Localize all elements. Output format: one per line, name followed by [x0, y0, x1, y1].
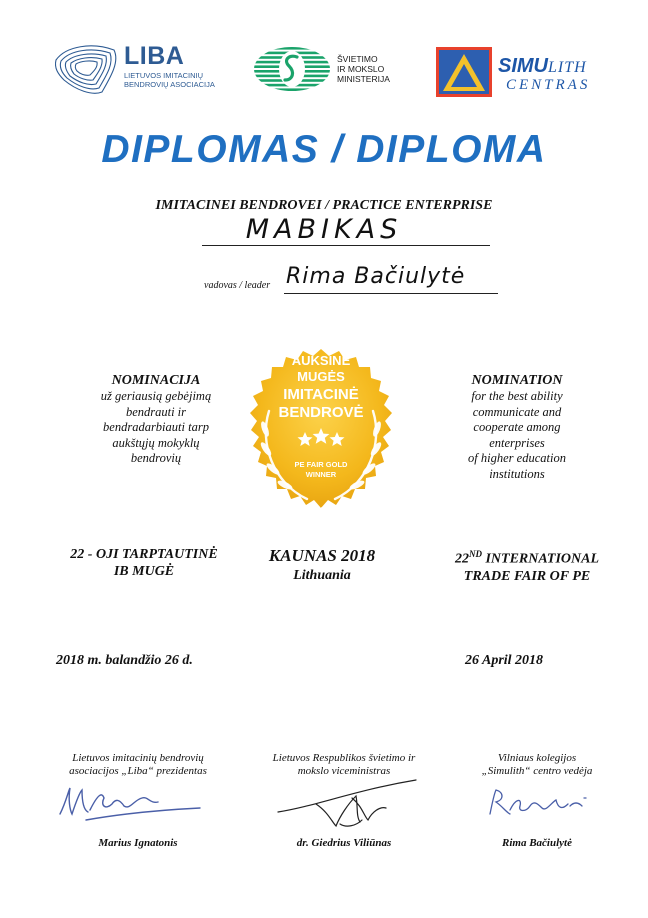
ministry-logo-line2: IR MOKSLO: [337, 64, 385, 74]
fair-en-ordinal: ND: [468, 549, 482, 559]
leader-underline: [284, 293, 498, 294]
signatory-2-caption: [244, 752, 444, 778]
fair-en-line2: TRADE FAIR OF PE: [463, 568, 591, 584]
nomination-en-heading: NOMINATION: [471, 373, 563, 388]
fair-lt-line1: 22 - OJI TARPTAUTINĖ: [70, 547, 218, 562]
fair-lt: [64, 546, 224, 580]
signatory-1-caption-line2: asociacijos „Liba“ prezidentas: [69, 765, 207, 777]
nomination-en-line: institutions: [489, 466, 545, 481]
signatory-1-caption-line1: Lietuvos imitacinių bendrovių: [72, 752, 204, 764]
liba-logo-subtitle: LIETUVOS IMITACINIŲ BENDROVIŲ ASOCIACIJA: [124, 71, 215, 89]
leader-name: Rima Bačiulytė: [286, 264, 466, 289]
medal-line4: BENDROVĖ: [278, 404, 364, 421]
ministry-logo-text: [337, 54, 390, 84]
signatory-3-caption-line2: „Simulith“ centro vedėja: [481, 765, 593, 777]
liba-logo: [124, 44, 234, 89]
signatory-3-name: Rima Bačiulytė: [502, 837, 572, 849]
signatory-2-caption-line2: mokslo viceministras: [297, 765, 391, 777]
medal-line7: LIETUVA 2018: [297, 507, 345, 514]
fair-lt-line2: IB MUGĖ: [113, 564, 175, 579]
signatory-1-caption: [38, 752, 238, 778]
signatory-2-caption-line1: Lietuvos Respublikos švietimo ir: [272, 752, 416, 764]
nomination-lt-line: bendradarbiauti tarp: [103, 420, 209, 434]
signature-2: [276, 776, 436, 832]
nomination-lt-line: bendrovių: [130, 451, 182, 465]
signatory-1-name: Marius Ignatonis: [98, 837, 178, 849]
medal-line2: MUGĖS: [297, 369, 345, 384]
leader-label: vadovas / leader: [204, 280, 271, 291]
nomination-lt: [66, 372, 246, 467]
fair-en: [432, 546, 622, 585]
diploma-title: DIPLOMAS / DIPLOMA: [101, 128, 547, 171]
ministry-logo-line1: ŠVIETIMO: [337, 54, 378, 64]
nomination-en-line: communicate and: [472, 404, 562, 419]
nomination-lt-line: už geriausią gebėjimą: [100, 389, 212, 403]
nomination-lt-heading: NOMINACIJA: [111, 373, 201, 388]
simulith-logo-simu: SIMU: [498, 55, 548, 77]
nomination-en-line: of higher education: [468, 451, 566, 465]
date-en: 26 April 2018: [465, 653, 544, 668]
simulith-logo-centras: CENTRAS: [506, 77, 591, 93]
nomination-en-line: cooperate among: [473, 420, 561, 434]
nomination-lt-line: bendrauti ir: [125, 404, 187, 419]
liba-logo-title: LIBA: [124, 42, 185, 70]
nomination-en-line: for the best ability: [471, 389, 563, 403]
fair-location: [222, 546, 422, 586]
date-lt: 2018 m. balandžio 26 d.: [56, 653, 193, 668]
simulith-logo-text: [498, 56, 590, 93]
medal-line6: WINNER: [305, 470, 337, 479]
fair-country: Lithuania: [293, 568, 351, 583]
medal-line5: PE FAIR GOLD: [294, 460, 348, 469]
ministry-logo-line3: MINISTERIJA: [337, 74, 390, 84]
nomination-lt-line: aukštųjų mokyklų: [112, 435, 200, 450]
simulith-logo-lith: LITH: [548, 59, 587, 76]
fair-en-line1: INTERNATIONAL: [481, 551, 600, 567]
company-name: MABIKAS: [245, 214, 403, 245]
signature-3: [482, 784, 602, 824]
nomination-en: [433, 372, 601, 482]
signatory-2-name: dr. Giedrius Viliūnas: [296, 837, 392, 849]
medal-line1: AUKSINĖ: [291, 353, 351, 368]
fair-en-number: 22: [454, 551, 469, 567]
signatory-3-caption-line1: Vilniaus kolegijos: [497, 752, 577, 764]
signatory-3-caption: [452, 752, 622, 778]
medal-line3: IMITACINĖ: [283, 386, 359, 403]
gold-medal-seal: [229, 333, 413, 523]
fair-city: KAUNAS 2018: [268, 546, 376, 565]
liba-wave-logo-icon: [52, 40, 122, 98]
company-underline: [202, 245, 490, 246]
diploma-subtitle: IMITACINEI BENDROVEI / PRACTICE ENTERPRISE: [155, 198, 493, 213]
simulith-triangle-icon: [436, 47, 492, 97]
nomination-en-line: enterprises: [489, 435, 545, 450]
signature-1: [50, 780, 210, 830]
ministry-emblem-icon: [253, 46, 331, 92]
